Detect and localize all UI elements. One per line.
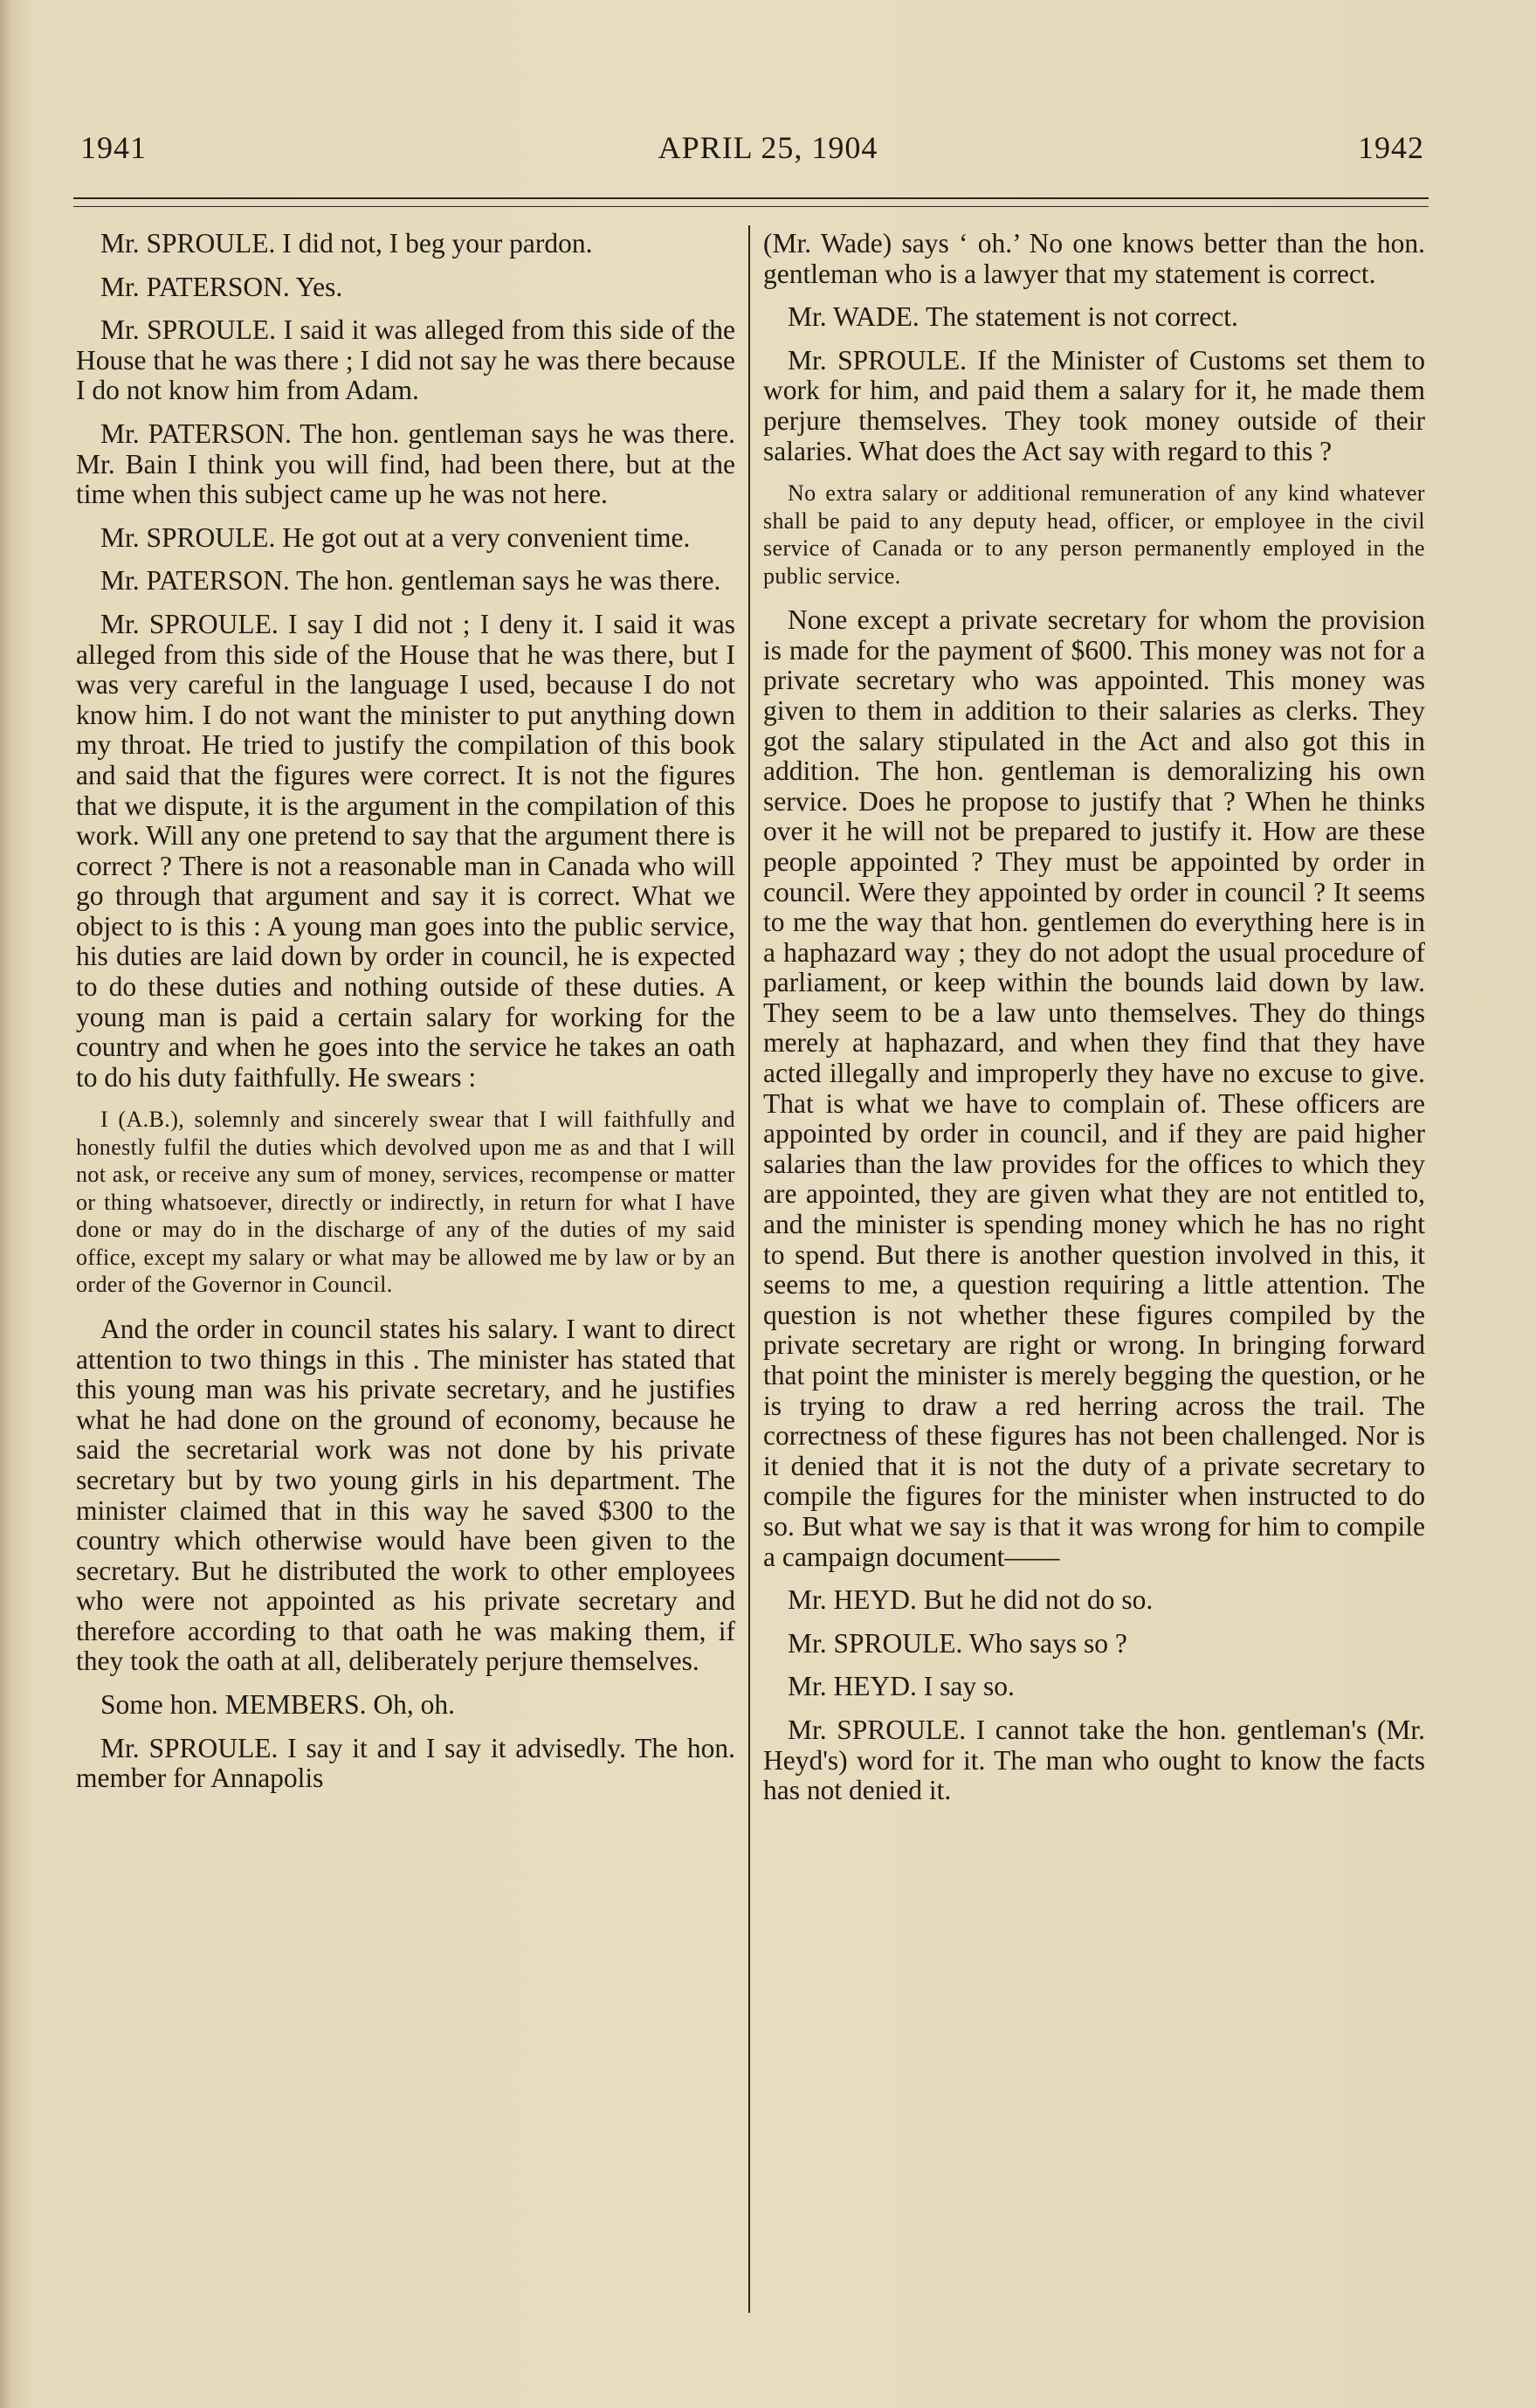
speech-text: If the Minister of Customs set them to work for him, and paid them a salary for it, he made them perjure themselves. They took money outside of their salaries. What does the Act say with regard to this ?: [763, 344, 1425, 466]
speech-paragraph: [76, 315, 735, 406]
speech-paragraph: [76, 566, 735, 597]
speech-text: The statement is not correct.: [926, 301, 1238, 333]
speaker-name: Mr. HEYD.: [788, 1584, 917, 1616]
speech-text: I say I did not ; I deny it. I said it was alleged from this side of the House that he was there, but I was very careful in the language I used, because I do not know him. I do not want the minister to put anything down my throat. He tried to justify the compilation of this book and said that the figures were correct. It is not the figures that we dispute, it is the argument in the compilation of this work. Will any one pretend to say that the argument there is correct ? There is not a reasonable man in Canada who will go through that argument and say it is correct. What we object to is this : A young man goes into the public service, his duties are laid down by order in council, he is expected to do these duties and nothing outside of these duties. A young man is paid a certain salary for working for the country and when he goes into the service he takes an oath to do his duty faithfully. He swears :: [76, 608, 735, 1093]
speech-paragraph: [763, 302, 1425, 333]
speech-paragraph: [76, 419, 735, 510]
quoted-text: [763, 480, 1425, 590]
speech-text: (Mr. Wade) says ‘ oh.’ No one knows better than the hon. gentleman who is a lawyer that my statement is correct.: [763, 228, 1425, 289]
quoted-text: [76, 1106, 735, 1299]
page-number-left: 1941: [80, 130, 147, 165]
column-divider: [748, 225, 750, 2313]
speech-text: Oh, oh.: [373, 1689, 456, 1721]
speech-paragraph: [763, 229, 1425, 289]
speech-text: I did not, I beg your pardon.: [282, 228, 593, 259]
speech-paragraph: [763, 1715, 1425, 1806]
speech-text: He got out at a very convenient time.: [282, 521, 691, 553]
speaker-name: Mr. WADE.: [788, 301, 920, 333]
speech-text: Who says so ?: [968, 1627, 1127, 1659]
speech-paragraph: [76, 610, 735, 1094]
speaker-name: Mr. PATERSON.: [100, 271, 290, 302]
page-number-right: 1942: [1358, 130, 1424, 165]
speech-text: None except a private secretary for whom the provision is made for the payment of $600. This money was not for a private secretary who was appointed. This money was given to them in addition to their salaries as clerks. They got the salary stipulated in the Act and also got this in addition. The hon. gentleman is demoralizing his own service. Does he propose to justify that ? When he thinks over it he will not be prepared to justify it. How are these people appointed ? They must be appointed by order in council. Were they appointed by order in council ? It seems to me the way that hon. gentlemen do everything here is in a haphazard way ; they do not adopt the usual procedure of parliament, or keep within the bounds laid down by law. They seem to be a law unto themselves. They do things merely at haphazard, and when they find that they have acted illegally and improperly they have no excuse to give. That is what we have to complain of. These officers are appointed by order in council, and if they are paid higher salaries than the law provides for the offices to which they are appointed, they are given what they are not entitled to, and the minister is spending money which he has no right to spend. But there is another question involved in this, it seems to me, a question requiring a little attention. The question is not whether these figures compiled by the private secretary are right or wrong. In bringing forward that point the minister is merely begging the question, or he is trying to draw a red herring across the trail. The correctness of these figures has not been challenged. Nor is it denied that it is not the duty of a private secretary to compile the figures for the minister when instructed to do so. But what we say is that it was wrong for him to compile a campaign document——: [763, 604, 1425, 1572]
speech-paragraph: [76, 1734, 735, 1794]
speaker-name: Mr. PATERSON.: [100, 417, 292, 449]
speech-text: I cannot take the hon. gentleman's (Mr. Heyd's) word for it. The man who ought to know the facts has not denied it.: [763, 1714, 1425, 1806]
speech-text: Yes.: [295, 271, 343, 302]
speech-text: The hon. gentleman says he was there. Mr. Bain I think you will find, had been there, but at the time when this subject came up he was not here.: [76, 417, 736, 510]
speech-paragraph: [76, 1690, 735, 1721]
quote-body: I (A.B.), solemnly and sincerely swear that I will faithfully and honestly fulfil the duties which devolved upon me as and that I will not ask, or receive any sum of money, services, recompense or matter or thing whatsoever, directly or indirectly, in return for what I have done or may do in the discharge of any of the duties of my said office, except my salary or what may be allowed me by law or by an order of the Governor in Council.: [76, 1107, 735, 1298]
speech-paragraph: [76, 1314, 735, 1677]
page-header: [0, 129, 1536, 173]
speech-text: I say so.: [923, 1671, 1015, 1702]
speech-paragraph: [76, 523, 735, 554]
page-date: APRIL 25, 1904: [658, 130, 878, 165]
speech-text: But he did not do so.: [923, 1584, 1154, 1616]
speaker-name: Mr. SPROULE.: [100, 228, 276, 259]
speech-text: The hon. gentleman says he was there.: [296, 565, 721, 597]
speaker-name: Mr. SPROULE.: [788, 1714, 967, 1745]
header-rule: [73, 197, 1429, 199]
speech-text: And the order in council states his salary. I want to direct attention to two things in this . The minister has stated that this young man was his private secretary, and he justifies what he had done on the ground of economy, because he said the secretarial work was not done by his private secretary but by two young girls in his department. The minister claimed that in this way he saved $300 to the country which otherwise would have been given to the secretary. But he distributed the work to other employees who were not appointed as his private secretary and therefore according to that oath he was making them, if they took the oath at all, deliberately perjure themselves.: [76, 1313, 735, 1677]
speaker-name: Mr. PATERSON.: [100, 565, 290, 597]
speaker-name: Some hon. MEMBERS.: [100, 1689, 367, 1721]
speaker-name: Mr. SPROULE.: [788, 1627, 963, 1659]
speech-paragraph: [763, 346, 1425, 466]
right-column: [763, 229, 1425, 1819]
speech-text: I said it was alleged from this side of the House that he was there ; I did not say he was there because I do not know him from Adam.: [76, 314, 735, 406]
speaker-name: Mr. SPROULE.: [100, 521, 276, 553]
speech-paragraph: [763, 1672, 1425, 1702]
speaker-name: Mr. HEYD.: [788, 1671, 917, 1702]
speaker-name: Mr. SPROULE.: [100, 608, 279, 639]
header-rule-thin: [73, 206, 1429, 207]
speaker-name: Mr. SPROULE.: [100, 1732, 279, 1763]
speech-paragraph: [76, 229, 735, 259]
speech-paragraph: [763, 1629, 1425, 1659]
speech-text: I say it and I say it advisedly. The hon. member for Annapolis: [76, 1732, 736, 1794]
speaker-name: Mr. SPROULE.: [100, 314, 277, 346]
speech-paragraph: [763, 1585, 1425, 1616]
speech-paragraph: [76, 273, 735, 303]
left-column: [76, 229, 735, 1807]
speech-paragraph: [763, 605, 1425, 1572]
speaker-name: Mr. SPROULE.: [788, 344, 968, 376]
quote-body: No extra salary or additional remuneration of any kind whatever shall be paid to any deputy head, officer, or employee in the civil service of Canada or to any person permanently employed in the public service.: [763, 480, 1425, 589]
